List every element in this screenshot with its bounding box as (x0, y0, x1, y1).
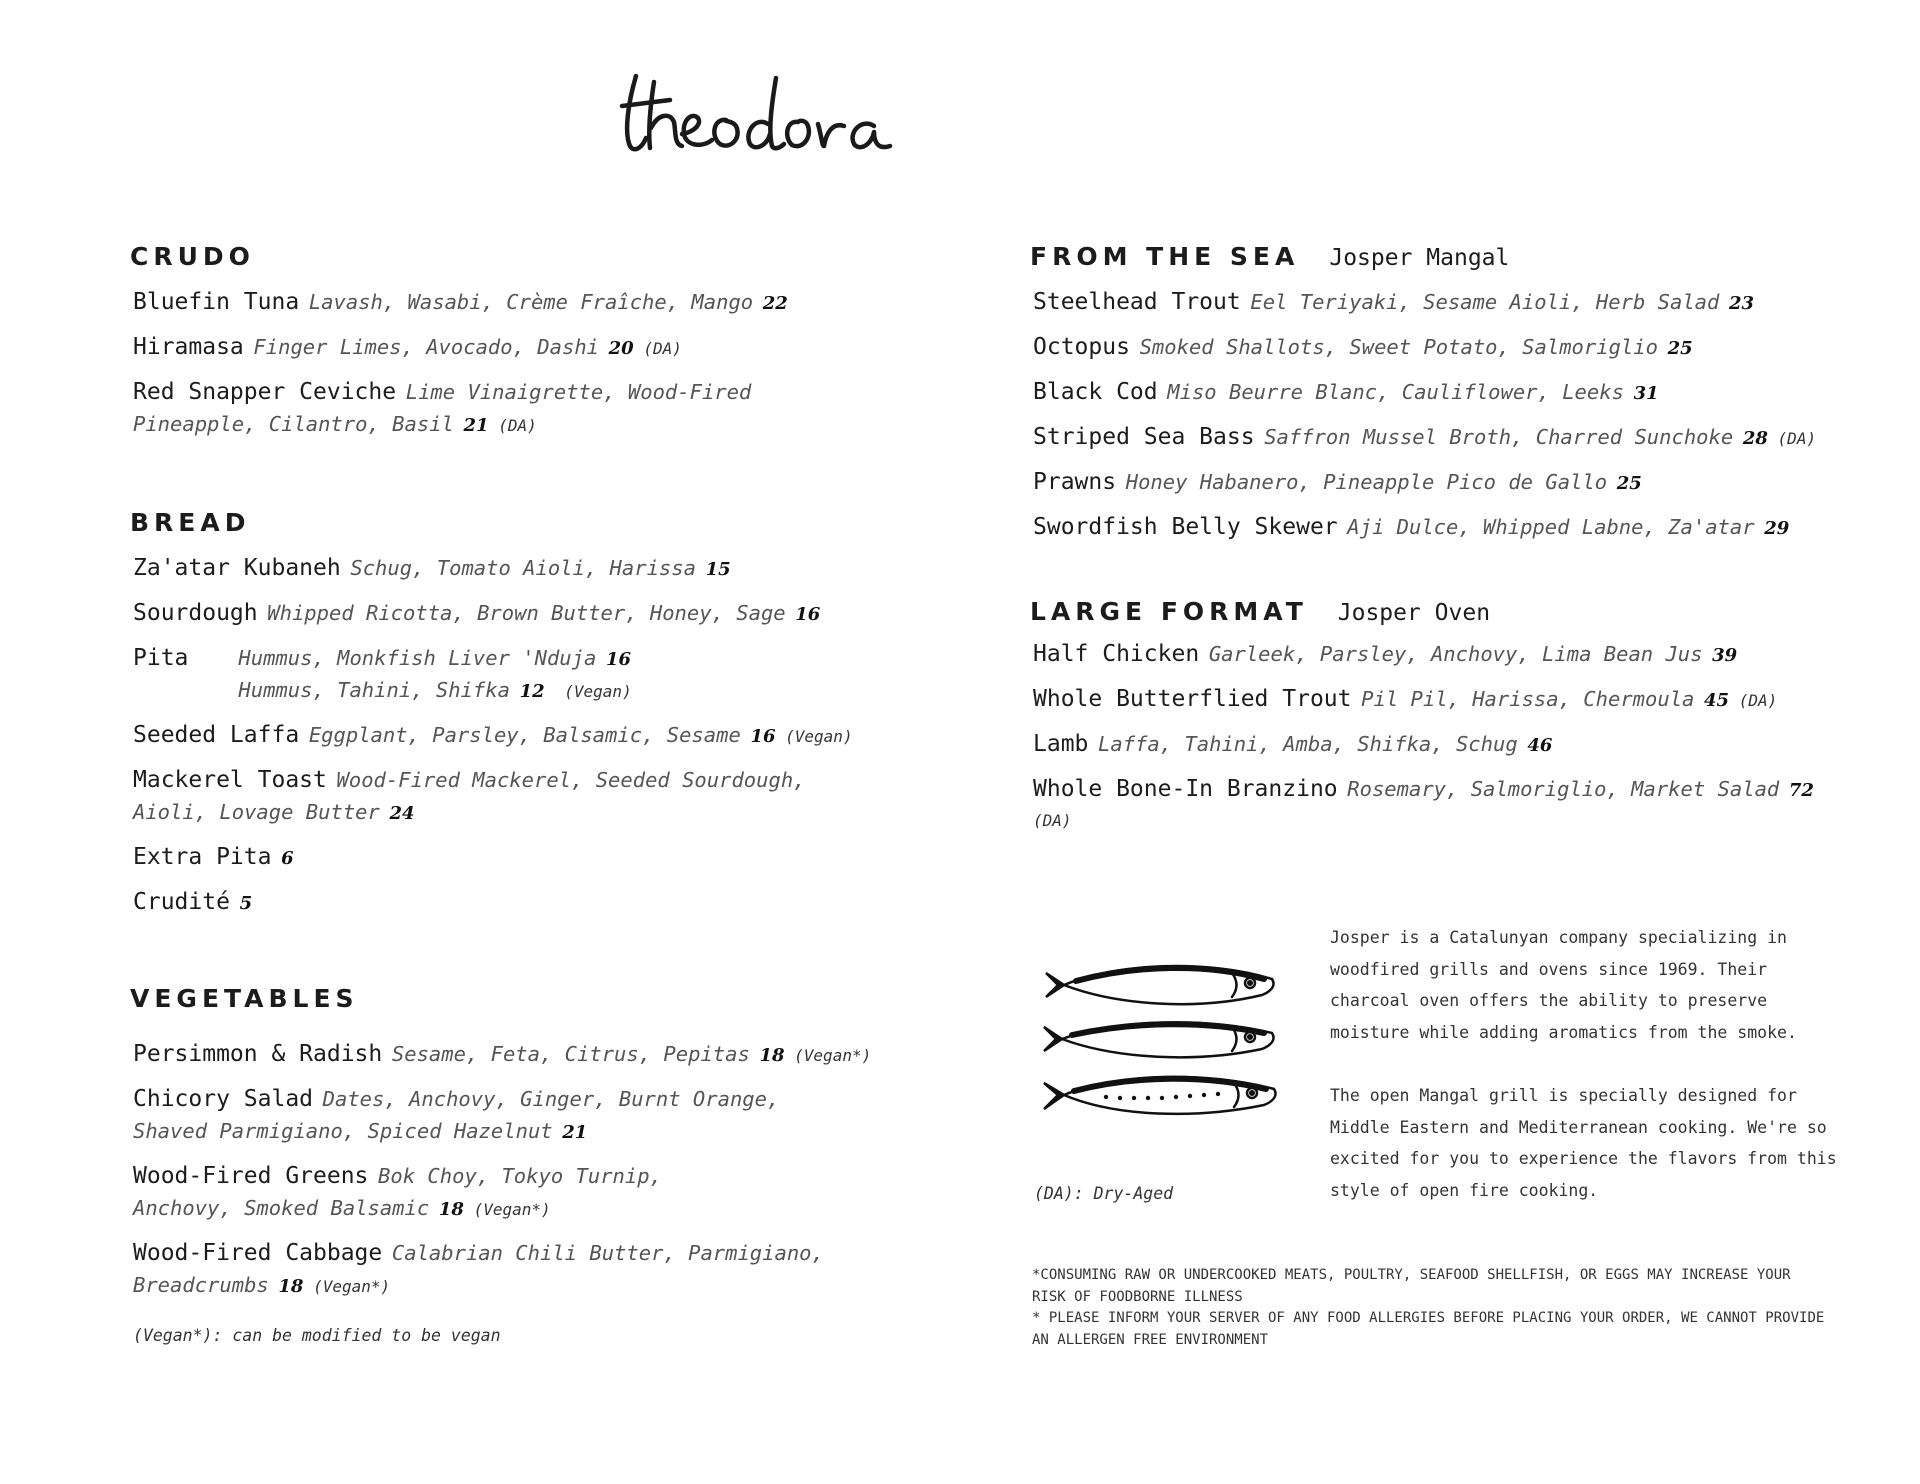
item-name: Chicory Salad (133, 1086, 314, 1112)
menu-item (133, 765, 833, 829)
item-price: 24 (389, 803, 415, 824)
item-note: (DA) (1033, 811, 1072, 830)
item-price: 20 (608, 338, 634, 359)
item-price: 16 (750, 726, 776, 747)
menu-item (133, 553, 890, 585)
item-name: Whole Bone-In Branzino (1033, 776, 1338, 802)
menu-item (133, 377, 773, 441)
item-desc: Miso Beurre Blanc, Cauliflower, Leeks (1167, 380, 1624, 404)
pita-option-price: 12 (519, 681, 545, 702)
item-price: 22 (762, 293, 788, 314)
item-price: 21 (562, 1122, 588, 1143)
section-title: BREAD (130, 508, 251, 537)
item-price: 23 (1729, 293, 1755, 314)
item-name: Sourdough (133, 600, 258, 626)
item-name: Persimmon & Radish (133, 1041, 383, 1067)
item-desc: Smoked Shallots, Sweet Potato, Salmoriglio (1139, 335, 1658, 359)
section-from-the-sea (1030, 242, 1860, 544)
item-price: 31 (1633, 383, 1659, 404)
item-price: 46 (1527, 735, 1553, 756)
item-desc: Bok Choy, Tokyo Turnip, Anchovy, Smoked Balsamic (133, 1164, 662, 1220)
item-price: 72 (1788, 780, 1814, 801)
item-desc: Honey Habanero, Pineapple Pico de Gallo (1125, 470, 1608, 494)
item-name: Crudité (133, 889, 230, 915)
item-desc: Aji Dulce, Whipped Labne, Za'atar (1347, 515, 1755, 539)
sardines-illustration (1036, 945, 1281, 1125)
section-title: LARGE FORMAT (1030, 597, 1308, 626)
item-desc: Dates, Anchovy, Ginger, Burnt Orange, Shaved Parmigiano, Spiced Hazelnut (133, 1087, 780, 1143)
pita-option-note: (Vegan) (564, 682, 632, 701)
item-name: Za'atar Kubaneh (133, 555, 341, 581)
item-note: (Vegan*) (794, 1046, 872, 1065)
item-price: 21 (463, 415, 489, 436)
pita-option-desc: Hummus, Tahini, Shifka (238, 678, 510, 702)
menu-item (1033, 684, 1860, 716)
theodora-logo (618, 58, 918, 168)
item-desc: Rosemary, Salmoriglio, Market Salad (1347, 777, 1780, 801)
menu-item (133, 1039, 890, 1071)
menu-item (133, 887, 890, 919)
menu-item (1033, 639, 1860, 671)
item-desc: Sesame, Feta, Citrus, Pepitas (391, 1042, 750, 1066)
item-name: Octopus (1033, 334, 1130, 360)
item-desc: Lime Vinaigrette, Wood-Fired Pineapple, Cilantro, Basil (133, 380, 752, 436)
item-note: (Vegan) (785, 727, 853, 746)
item-name: Swordfish Belly Skewer (1033, 514, 1338, 540)
item-desc: Eel Teriyaki, Sesame Aioli, Herb Salad (1250, 290, 1720, 314)
item-desc: Eggplant, Parsley, Balsamic, Sesame (308, 723, 741, 747)
section-title: CRUDO (130, 242, 255, 271)
pita-option-price: 16 (605, 649, 632, 670)
josper-about (1330, 922, 1850, 1206)
item-price: 45 (1704, 690, 1730, 711)
menu-item (133, 332, 890, 364)
menu-item (133, 598, 890, 630)
menu-item (133, 720, 890, 752)
item-price: 39 (1712, 645, 1738, 666)
item-price: 25 (1667, 338, 1693, 359)
item-name: Extra Pita (133, 844, 272, 870)
item-name: Lamb (1033, 731, 1089, 757)
item-price: 18 (438, 1199, 464, 1220)
item-name: Wood-Fired Greens (133, 1163, 369, 1189)
dry-aged-footnote: (DA): Dry-Aged (1034, 1184, 1174, 1203)
section-bread (130, 508, 890, 919)
menu-item-pita (133, 643, 890, 707)
item-desc: Laffa, Tahini, Amba, Shifka, Schug (1098, 732, 1518, 756)
vegan-footnote: (Vegan*): can be modified to be vegan (133, 1326, 501, 1345)
item-note: (Vegan*) (473, 1200, 551, 1219)
item-price: 16 (795, 604, 821, 625)
item-desc: Saffron Mussel Broth, Charred Sunchoke (1264, 425, 1734, 449)
item-price: 28 (1742, 428, 1768, 449)
section-subtitle: Josper Oven (1337, 600, 1491, 626)
section-subtitle: Josper Mangal (1329, 245, 1510, 271)
item-price: 29 (1764, 518, 1790, 539)
item-desc: Pil Pil, Harissa, Chermoula (1361, 687, 1695, 711)
menu-item (1033, 377, 1860, 409)
item-name: Bluefin Tuna (133, 289, 300, 315)
item-name: Striped Sea Bass (1033, 424, 1255, 450)
item-name: Wood-Fired Cabbage (133, 1240, 383, 1266)
item-name: Black Cod (1033, 379, 1158, 405)
item-price: 5 (239, 893, 253, 914)
menu-item (133, 842, 890, 874)
item-name: Prawns (1033, 469, 1117, 495)
pita-option-desc: Hummus, Monkfish Liver 'Nduja (238, 646, 597, 670)
item-price: 15 (705, 559, 731, 580)
menu-item (1033, 774, 1860, 836)
menu-item (1033, 729, 1860, 761)
disclaimer-line: * PLEASE INFORM YOUR SERVER OF ANY FOOD ALLERGIES BEFORE PLACING YOUR ORDER, WE CANNOT PROVIDE AN ALLERGEN FREE ENVIRONMENT (1032, 1310, 1825, 1348)
section-vegetables (130, 984, 890, 1345)
menu-item (1033, 287, 1860, 319)
menu-item (133, 287, 890, 319)
menu-item (1033, 512, 1860, 544)
item-name: Hiramasa (133, 334, 244, 360)
menu-item (1033, 422, 1860, 454)
item-name: Mackerel Toast (133, 767, 327, 793)
item-desc: Whipped Ricotta, Brown Butter, Honey, Sage (267, 601, 786, 625)
item-note: (DA) (1738, 691, 1778, 710)
item-note: (DA) (1777, 429, 1817, 448)
item-desc: Finger Limes, Avocado, Dashi (253, 335, 599, 359)
menu-item (1033, 332, 1860, 364)
menu-item (133, 1084, 813, 1148)
item-note: (DA) (498, 416, 537, 435)
menu-item (133, 1238, 853, 1302)
section-title: FROM THE SEA (1030, 242, 1300, 271)
item-name: Steelhead Trout (1033, 289, 1241, 315)
section-crudo (130, 242, 890, 441)
item-price: 18 (759, 1045, 785, 1066)
section-title: VEGETABLES (130, 984, 359, 1013)
item-desc: Calabrian Chili Butter, Parmigiano, Breadcrumbs (133, 1241, 824, 1297)
item-name: Red Snapper Ceviche (133, 379, 397, 405)
item-price: 25 (1616, 473, 1642, 494)
about-paragraph: The open Mangal grill is specially designed for Middle Eastern and Mediterranean cooking. We're so excited for you to experience the flavors from this style of open fire cooking. (1330, 1086, 1837, 1200)
menu-item (133, 1161, 713, 1225)
item-note: (Vegan*) (313, 1277, 391, 1296)
menu-item (1033, 467, 1860, 499)
disclaimer-line: *CONSUMING RAW OR UNDERCOOKED MEATS, POULTRY, SEAFOOD SHELLFISH, OR EGGS MAY INCREASE YOUR RISK OF FOODBORNE ILLNESS (1032, 1267, 1791, 1305)
section-large-format (1030, 597, 1860, 836)
item-desc: Garleek, Parsley, Anchovy, Lima Bean Jus (1208, 642, 1703, 666)
item-note: (DA) (643, 339, 682, 358)
item-desc: Schug, Tomato Aioli, Harissa (350, 556, 696, 580)
item-name: Whole Butterflied Trout (1033, 686, 1352, 712)
item-price: 6 (281, 848, 294, 869)
item-name: Half Chicken (1033, 641, 1200, 667)
item-desc: Lavash, Wasabi, Crème Fraîche, Mango (308, 290, 754, 314)
item-name: Pita (133, 645, 189, 671)
item-desc: Wood-Fired Mackerel, Seeded Sourdough, Aioli, Lovage Butter (133, 768, 806, 824)
item-price: 18 (278, 1276, 304, 1297)
health-disclaimer (1032, 1265, 1832, 1351)
about-paragraph: Josper is a Catalunyan company specializing in woodfired grills and ovens since 1969. Their charcoal oven offers the ability to preserve moisture while adding aromatics from the smoke. (1330, 928, 1797, 1042)
item-name: Seeded Laffa (133, 722, 300, 748)
